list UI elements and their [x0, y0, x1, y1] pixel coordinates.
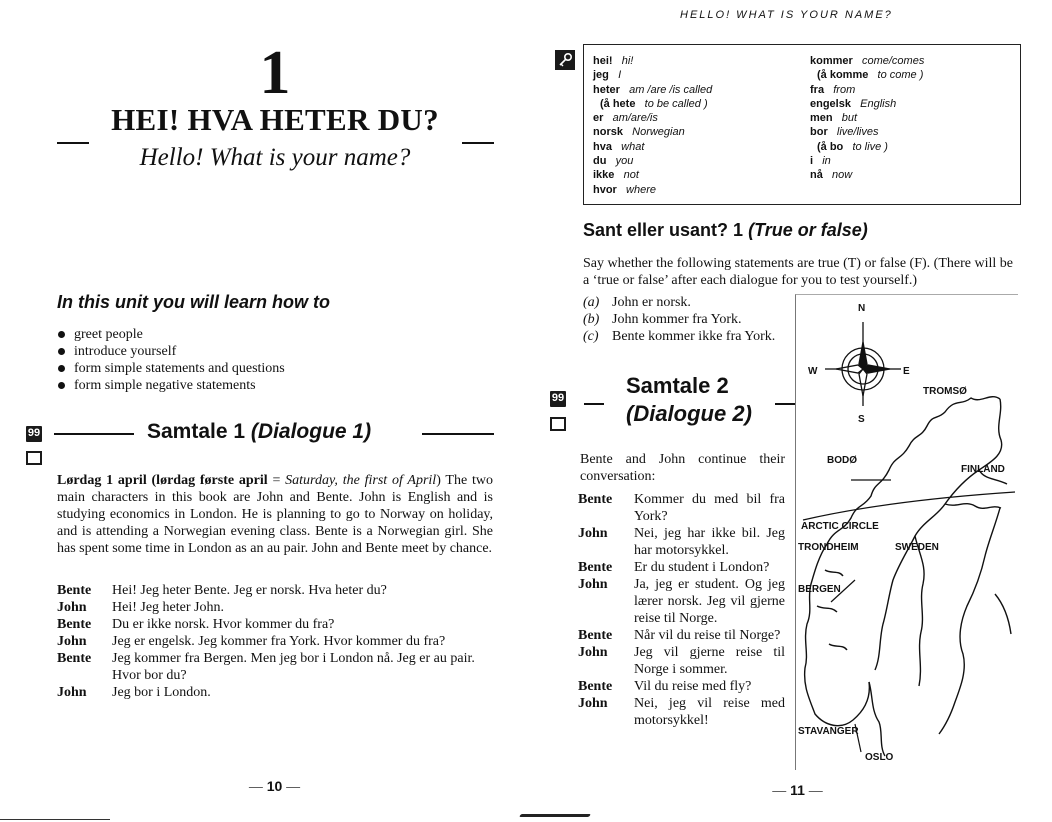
vocabulary-box: [583, 44, 1021, 205]
dialogue-line: [57, 599, 497, 616]
learn-item: form simple negative statements: [57, 377, 285, 394]
page-number: 10: [266, 778, 283, 794]
learn-item: greet people: [57, 326, 285, 343]
vocab-norwegian: (å bo: [817, 140, 844, 153]
vocab-entry: [810, 97, 924, 111]
audio-icon: 99: [550, 391, 566, 407]
vocab-norwegian: hei!: [593, 55, 613, 67]
dialogue-line: [57, 582, 497, 599]
dialogue-line: [57, 684, 497, 701]
speaker: Bente: [57, 651, 92, 666]
vocab-entry: [593, 111, 712, 125]
samtale1-title: Samtale 1: [147, 420, 246, 443]
dialogue-line: [578, 525, 785, 559]
speaker: John: [57, 634, 87, 649]
tf-text: Bente kommer ikke fra York.: [612, 329, 776, 344]
vocab-entry: [810, 140, 924, 154]
vocab-norwegian: du: [593, 155, 607, 168]
learn-item: introduce yourself: [57, 343, 285, 360]
line-text: Hei! Jeg heter John.: [112, 600, 224, 615]
page-number: 11: [790, 782, 805, 798]
vocab-english: English: [860, 97, 897, 110]
vocab-norwegian: fra: [810, 83, 825, 96]
speaker: Bente: [57, 583, 92, 598]
true-false-subtitle: (True or false): [748, 220, 868, 240]
vocab-entry: [593, 183, 712, 197]
vocab-column-right: [810, 54, 924, 183]
vocab-english: to live ): [852, 140, 888, 153]
title-rule-left: [57, 142, 89, 144]
learn-list: [57, 326, 285, 394]
vocab-entry: [810, 83, 924, 97]
vocab-entry: [810, 54, 924, 68]
true-false-title: Sant eller usant? 1: [583, 220, 744, 240]
tf-label: (c): [583, 329, 599, 344]
compass-e: E: [903, 366, 910, 377]
vocab-english: from: [833, 83, 856, 96]
coastline: [805, 397, 1011, 756]
true-false-items: [583, 294, 803, 345]
label-trondheim: TRONDHEIM: [798, 542, 859, 553]
vocab-norwegian: norsk: [593, 126, 623, 139]
vocab-english: where: [626, 183, 656, 196]
speaker: Bente: [578, 560, 613, 575]
dialogue-1: [57, 582, 497, 701]
vocab-entry: [593, 154, 712, 168]
speaker: John: [578, 645, 608, 660]
learn-heading: In this unit you will learn how to: [57, 292, 330, 312]
intro-close: ): [436, 473, 441, 488]
label-bergen: BERGEN: [798, 584, 841, 595]
dialogue-line: [57, 633, 497, 650]
speaker: Bente: [578, 679, 613, 694]
vocab-column-left: [593, 54, 712, 197]
page-number-right: [760, 782, 835, 798]
vocab-norwegian: bor: [810, 126, 828, 139]
compass-w: W: [808, 366, 818, 377]
line-text: Når vil du reise til Norge?: [634, 628, 781, 643]
tf-item: [583, 328, 803, 345]
vocab-entry: [593, 54, 712, 68]
vocab-norwegian: nå: [810, 169, 823, 182]
dialogue-line: [57, 650, 497, 684]
label-bodo: BODØ: [827, 455, 857, 466]
compass-rose: [825, 322, 901, 406]
tf-item: [583, 294, 803, 311]
tf-label: (a): [583, 295, 600, 310]
vocab-norwegian: ikke: [593, 169, 615, 182]
heading-rule-right: [775, 403, 795, 405]
vocab-entry: [593, 83, 712, 97]
line-text: Nei, jeg vil reise med motorsykkel!: [634, 696, 785, 728]
norway-map: [795, 294, 1017, 769]
vocab-entry: [810, 68, 924, 82]
page-number-left: [237, 778, 312, 794]
intro-equals: =: [267, 473, 286, 488]
vocab-norwegian: er: [593, 112, 604, 125]
vocab-entry: [593, 140, 712, 154]
speaker: John: [57, 685, 87, 700]
dialogue-line: [578, 695, 785, 729]
intro-body: The two main characters in this book are John and Bente. John is English and is studying economics in London. He is planning to go to Norway on holiday, and is attending a Norwegian evening class. Bente is a Norwegian girl. She has spent some time in London as an au pair. John and Bente meet by chance.: [57, 473, 493, 556]
intro-paragraph: [57, 472, 493, 557]
page-dash: —: [772, 782, 787, 798]
page-dash: —: [248, 778, 263, 794]
page-edge-line: [0, 819, 110, 820]
line-text: Kommer du med bil fra York?: [634, 492, 785, 524]
speaker: John: [578, 696, 608, 711]
vocab-entry: [593, 68, 712, 82]
vocab-english: you: [615, 155, 634, 168]
line-text: Nei, jeg har ikke bil. Jeg har motorsykkel.: [634, 526, 785, 558]
vocab-english: to come ): [877, 69, 924, 82]
tf-item: [583, 311, 803, 328]
dialogue-2: [578, 491, 785, 729]
label-stavanger: STAVANGER: [798, 726, 859, 737]
line-text: Er du student i London?: [634, 560, 770, 575]
arctic-circle-line: [803, 492, 1015, 520]
speaker: John: [578, 577, 608, 592]
chapter-title: HEI! HVA HETER DU?: [111, 102, 439, 137]
vocab-entry: [593, 168, 712, 182]
dialogue-line: [578, 627, 785, 644]
vocab-norwegian: hvor: [593, 183, 617, 196]
learn-item: form simple statements and questions: [57, 360, 285, 377]
samtale1-subtitle: (Dialogue 1): [250, 420, 372, 443]
heading-rule-right: [422, 433, 494, 435]
cassette-icon: [550, 417, 566, 431]
label-oslo: OSLO: [865, 752, 894, 763]
vocab-entry: [593, 97, 712, 111]
tf-label: (b): [583, 312, 600, 327]
speaker: John: [578, 526, 608, 541]
key-icon: [555, 50, 575, 70]
dialogue2-intro: Bente and John continue their conversation:: [580, 452, 785, 484]
line-text: Jeg vil gjerne reise til Norge i sommer.: [634, 645, 785, 677]
intro-date-bold: Lørdag 1 april (lørdag første april: [57, 473, 268, 488]
vocab-entry: [810, 125, 924, 139]
label-finland: FINLAND: [961, 464, 1005, 475]
vocab-norwegian: heter: [593, 83, 620, 96]
heading-rule-left: [54, 433, 134, 435]
label-arctic-circle: ARCTIC CIRCLE: [801, 521, 879, 532]
vocab-entry: [810, 168, 924, 182]
vocab-english: to be called ): [644, 97, 708, 110]
title-rule-right: [462, 142, 494, 144]
vocab-norwegian: men: [810, 112, 833, 125]
running-header: HELLO! WHAT IS YOUR NAME?: [680, 9, 893, 21]
label-sweden: SWEDEN: [895, 542, 939, 553]
chapter-number: 1: [259, 39, 291, 107]
dialogue-line: [57, 616, 497, 633]
vocab-norwegian: i: [810, 155, 814, 168]
true-false-heading: [583, 220, 868, 241]
compass-s: S: [858, 414, 865, 425]
binding-shadow: [519, 814, 591, 817]
dialogue-line: [578, 491, 785, 525]
samtale2-heading: [626, 372, 752, 428]
vocab-english: not: [623, 169, 639, 182]
line-text: Vil du reise med fly?: [634, 679, 752, 694]
page-dash: —: [286, 778, 301, 794]
vocab-norwegian: hva: [593, 140, 612, 153]
cassette-icon: [26, 451, 42, 465]
label-tromso: TROMSØ: [923, 386, 967, 397]
heading-rule-left: [584, 403, 604, 405]
page-dash: —: [808, 782, 823, 798]
vocab-entry: [810, 111, 924, 125]
audio-icon: 99: [26, 426, 42, 442]
line-text: Jeg bor i London.: [112, 685, 211, 700]
vocab-norwegian: (å komme: [817, 69, 869, 82]
vocab-english: am /are /is called: [629, 83, 713, 96]
vocab-english: but: [841, 112, 858, 125]
vocab-english: come/comes: [861, 55, 925, 67]
vocab-norwegian: jeg: [593, 69, 609, 82]
dialogue-line: [578, 559, 785, 576]
vocab-english: now: [832, 169, 853, 182]
line-text: Hei! Jeg heter Bente. Jeg er norsk. Hva heter du?: [112, 583, 387, 598]
line-text: Ja, jeg er student. Og jeg lærer norsk. Jeg vil gjerne reise til Norge.: [634, 577, 785, 626]
chapter-subtitle: Hello! What is your name?: [139, 144, 411, 171]
samtale2-title: Samtale 2: [626, 373, 729, 398]
speaker: Bente: [57, 617, 92, 632]
vocab-entry: [593, 125, 712, 139]
vocab-norwegian: kommer: [810, 55, 853, 67]
vocab-english: what: [621, 140, 645, 153]
speaker: Bente: [578, 492, 613, 507]
vocab-english: in: [822, 155, 831, 168]
line-text: Jeg kommer fra Bergen. Men jeg bor i London nå. Jeg er au pair. Hvor bor du?: [112, 651, 475, 683]
true-false-instructions: Say whether the following statements are true (T) or false (F). (There will be a ‘true or false’ after each dialogue for you to test yourself.): [583, 256, 1013, 288]
samtale2-subtitle: (Dialogue 2): [626, 401, 752, 426]
speaker: Bente: [578, 628, 613, 643]
vocab-norwegian: (å hete: [600, 97, 636, 110]
samtale1-heading: [147, 420, 371, 444]
speaker: John: [57, 600, 87, 615]
vocab-entry: [810, 154, 924, 168]
dialogue-line: [578, 644, 785, 678]
vocab-english: hi!: [621, 55, 634, 67]
line-text: Du er ikke norsk. Hvor kommer du fra?: [112, 617, 335, 632]
tf-text: John er norsk.: [612, 295, 691, 310]
dialogue-line: [578, 576, 785, 627]
tf-text: John kommer fra York.: [612, 312, 742, 327]
compass-n: N: [858, 303, 866, 314]
intro-date-italic: Saturday, the first of April: [285, 473, 437, 488]
vocab-english: am/are/is: [612, 112, 658, 125]
line-text: Jeg er engelsk. Jeg kommer fra York. Hvor kommer du fra?: [112, 634, 446, 649]
dialogue-line: [578, 678, 785, 695]
vocab-english: live/lives: [836, 126, 879, 139]
vocab-english: Norwegian: [632, 126, 685, 139]
vocab-english: I: [618, 69, 622, 82]
vocab-norwegian: engelsk: [810, 97, 851, 110]
